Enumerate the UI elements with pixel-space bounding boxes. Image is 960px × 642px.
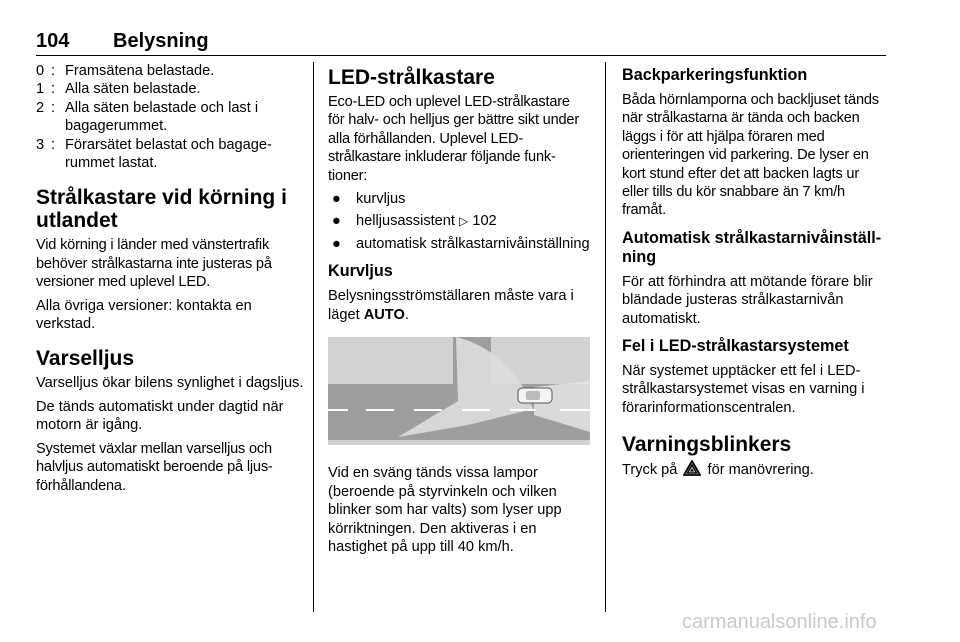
list-item-label: helljusassistent — [356, 213, 455, 230]
bullet: ● — [332, 235, 341, 252]
list-item — [328, 212, 590, 230]
section-title-led: LED-strålkastare — [328, 66, 495, 89]
list-item-text: kurvljus — [356, 191, 406, 208]
page-header — [36, 30, 886, 52]
list-item-text: automatisk strålkastarnivåinställning — [356, 235, 590, 252]
column-left — [36, 62, 304, 500]
page-number: 104 — [36, 30, 70, 52]
legend-row — [36, 136, 304, 173]
chapter-title: Belysning — [113, 30, 209, 52]
list-item-text — [356, 212, 590, 230]
paragraph: För att förhindra att mötande förare blir bländade justeras strålkastarnivån automatiskt. — [622, 273, 873, 327]
legend-text: Alla säten belastade. — [65, 81, 201, 98]
legend-key: 1 — [36, 81, 45, 98]
column-divider — [313, 62, 314, 612]
legend-text: Förarsätet belastat och bagagerummet lastat. — [65, 136, 272, 172]
subsection-title-reverse: Backparkeringsfunktion — [622, 66, 808, 84]
list-item — [328, 190, 590, 208]
subsection-title-leveling: Automatisk strålkastarnivåinställning — [622, 228, 882, 266]
legend-row — [36, 62, 304, 80]
section-title-hazard: Varningsblinkers — [622, 433, 792, 457]
paragraph: De tänds automatiskt under dagtid när motorn är igång. — [36, 398, 284, 434]
legend-row — [36, 80, 304, 98]
list-item — [328, 235, 590, 253]
bullet: ● — [332, 191, 341, 208]
paragraph: Vid en sväng tänds vissa lampor (beroende på styrvinkeln och vilken blinker som har valts) som lyser upp körriktningen. Den aktiveras i en hastighet på upp till 40 km/h. — [328, 465, 562, 556]
legend-key: 2 — [36, 99, 45, 116]
header-rule — [36, 55, 886, 56]
page-reference-icon: ▷ — [459, 214, 469, 229]
legend-row — [36, 99, 304, 136]
bullet: ● — [332, 213, 341, 230]
paragraph: Båda hörnlamporna och backljuset tänds när strålkastarna är tända och backen läggs i för att hjälpa föraren med orienteringen vid parkering. De lyser en kort stund efter det att backen lagts ur eller tills du kör snabbare än 7 km/h framåt. — [622, 92, 879, 219]
column-divider — [605, 62, 606, 612]
switch-position: AUTO — [363, 306, 405, 323]
hazard-warning-icon — [683, 460, 701, 476]
paragraph — [622, 460, 887, 479]
section-title-abroad: Strålkastare vid körning i utlandet — [36, 186, 287, 233]
legend-key: 3 — [36, 136, 45, 153]
text: för manövrering. — [707, 462, 814, 479]
paragraph: Systemet växlar mellan varselljus och halvljus automatiskt beroende på ljusförhållandena. — [36, 440, 273, 494]
watermark: carmanualsonline.info — [682, 611, 877, 633]
page-reference[interactable]: 102 — [472, 213, 497, 230]
subsection-title-kurvljus: Kurvljus — [328, 262, 393, 281]
feature-list — [328, 190, 590, 253]
text: Belysningsströmställaren måste vara i läget — [328, 288, 574, 323]
paragraph: Alla övriga versioner: kontakta en verkstad. — [36, 297, 252, 333]
load-legend — [36, 62, 304, 172]
section-title-drl: Varselljus — [36, 347, 135, 371]
column-middle — [328, 62, 590, 562]
legend-text: Framsätena belastade. — [65, 63, 215, 79]
legend-colon: : — [51, 63, 56, 79]
subsection-title-fault: Fel i LED-strålkastarsystemet — [622, 337, 849, 356]
legend-colon: : — [51, 99, 56, 116]
legend-colon: : — [51, 81, 56, 98]
car-roof — [526, 391, 540, 400]
text: Tryck på — [622, 462, 678, 479]
paragraph: Eco-LED och uplevel LED-strålkastare för halv- och helljus ger bättre sikt under alla förhållanden. Uplevel LED-strålkastare inkluderar följande funktioner: — [328, 94, 579, 184]
text: . — [404, 306, 409, 323]
paragraph: När systemet upptäcker ett fel i LED-strålkastarsystemet visas en varning i förarinformationscentralen. — [622, 363, 865, 416]
paragraph — [328, 287, 590, 324]
legend-text: Alla säten belastade och last i bagagerummet. — [65, 99, 259, 135]
cornering-light-illustration — [328, 337, 590, 445]
paragraph: Vid körning i länder med vänstertrafik behöver strålkastarna inte justeras på versioner med uplevel LED. — [36, 237, 272, 291]
paragraph: Varselljus ökar bilens synlighet i dagsljus. — [36, 375, 304, 392]
column-right — [622, 62, 887, 485]
legend-key: 0 — [36, 63, 45, 79]
legend-colon: : — [51, 136, 56, 153]
